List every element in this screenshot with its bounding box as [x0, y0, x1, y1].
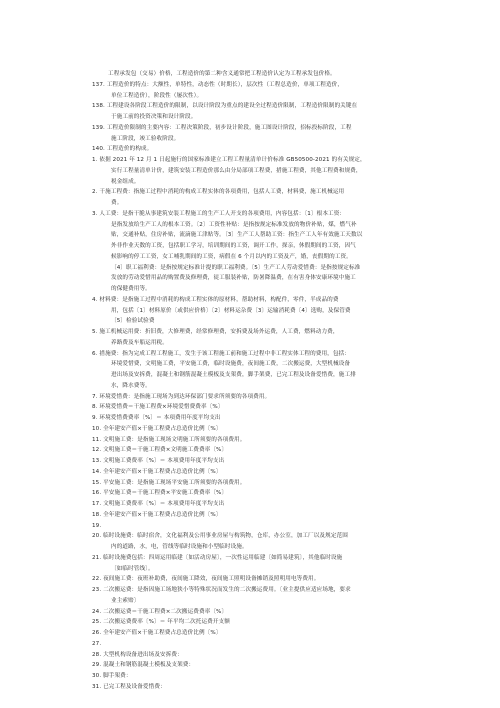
document-line: 单位工程造价），阶段性（屡次性）。 [111, 92, 203, 99]
document-line: 养路费及车船运用税。 [111, 339, 168, 346]
document-line: 17. 文明施工费费率〔%〕＝ 本项费用年度平均支出 [92, 501, 225, 507]
document-line: 10. 全年建安产值×干施工程费占总造价比例〔%〕 [92, 425, 222, 432]
document-line: 26. 全年建安产值×干施工程费占总造价比例〔%〕 [92, 630, 222, 636]
document-line: 140. 工程造价的构成。 [92, 146, 153, 153]
document-line: 13. 文明施工费费率〔%〕＝ 本项费用年度平均支出 [92, 458, 225, 464]
document-line: 业主索赔〕 [111, 597, 140, 604]
document-line: 贴，交通补贴，住房补贴，流滴施工津贴等。〔3〕生产工人帮助工资：指生产工人年有效施工天数以 [111, 232, 363, 239]
document-line: 6. 措施费：指为完成工程工程施工，发生于该工程施工前和施工过程中非工程实体工程的费用，包括： [92, 350, 350, 357]
document-line: 29. 混凝土和钢筋混凝土模板及支架费： [92, 662, 195, 669]
document-line: 是指发放给生产工人的根本工资。〔2〕工资性补贴：是指按规定标准发放的物价补贴，煤，燃气补 [111, 221, 357, 228]
document-line: 21. 临时设施费包括：四周运用临建〔如活动房屋〕，一次性运用临建〔如简易建筑〕，其他临时设施 [92, 554, 343, 561]
document-line: 23. 二次搬运费：是指因施工场地狭小等特殊状况而发生的二次搬运费用。〔业主提供应适应场地，要求 [92, 587, 351, 593]
document-line: 15. 平安施工费：是指施工现场平安施工所须要的各项费用。 [92, 479, 246, 486]
document-line: 5. 施工机械运用费：折旧费，大修理费，经常修理费，安拆费及场外运费，人工费，燃料动力费， [92, 329, 339, 335]
document-line: 〔5〕检验试验费 [111, 318, 155, 325]
document-line: 12. 文明施工费＝干施工程费×文明施工费费率〔%〕 [92, 447, 228, 454]
document-line: 环境爱惜费，文明施工费，平安施工费，临时设施费，夜间施工费，二次搬运费，大型机械设备 [111, 361, 351, 368]
document-line: 〔如临时管线〕。 [111, 565, 154, 572]
document-line: 24. 二次搬运费＝干施工程费×二次搬运费费率〔%〕 [92, 608, 228, 615]
document-line: 发放的劳动爱惜用品的购置费及修理费，徒工服装补贴，防暑降温费，在有害身体安康环境中施工 [111, 275, 356, 282]
document-line: 9. 环境爱惜费费率〔%〕＝ 本项费用年度平均支出 [92, 415, 221, 421]
document-line: 11. 文明施工费：是指施工现场文明施工所须要的各项费用。 [92, 436, 246, 443]
document-line: 22. 夜间施工费：夜班补助费，夜间施工降效，夜间施工照明设备摊销及照明用电等费用。 [92, 576, 320, 583]
document-line: 3. 人工费：是指干脆从事建筑安装工程施工的生产工人开支的各项费用，内容包括：〔1〕根本工资： [92, 210, 346, 217]
document-line: 2. 干施工程费：指施工过程中消耗的构成工程实体的各项费用，包括人工费，材料费，施工机械运用 [92, 189, 345, 196]
document-line: 费。 [111, 200, 123, 206]
document-line: 外非作业天数的工资，包括职工学习，培训期间的工资，调开工作，探亲，休假期间的工资，因气 [111, 243, 356, 249]
document-line: 139. 工程造价限制的主要内容：工程决策阶段，初步设计阶段，施工图设计阶段，招标投标阶段，工程 [92, 124, 352, 131]
document-line: 候影响的停工工资，女工哺乳期间的工资，病假在 6 个月以内的工资及产，婚，丧假期的工资。 [111, 253, 352, 260]
document-line: 〔4〕职工福利费：是指按规定标准计提的职工福利费。〔5〕生产工人劳动爱惜费：是指按规定标准 [111, 264, 361, 271]
document-line: 内的道路，水，电，管线等临时设施和小型临时设施。 [111, 544, 248, 550]
document-line: 4. 材料费：是指施工过程中消耗的构成工程实体的原材料，帮助材料，构配件，零件，半成品的费 [92, 296, 339, 303]
document-line: 用，包括〔1〕材料原价〔或供应价格〕〔2〕材料运杂费〔3〕运输消耗费〔4〕选购，及保管费 [111, 307, 351, 314]
document-line: 27. [92, 640, 102, 647]
document-line: 进出场及安拆费，混凝土和钢筋混凝土模板及支架费，脚手架费，已完工程及设备爱惜费，施工排 [111, 372, 356, 378]
document-line: 16. 平安施工费＝干施工程费×平安施工费费率〔%〕 [92, 490, 228, 497]
document-line: 实行工程量清单计价，建筑安装工程造价那么由分局部项工程费，措施工程费，其他工程费和规费， [111, 167, 362, 174]
document-line: 水，降水费等。 [111, 382, 151, 389]
document-line: 14. 全年建安产值×干施工程费占总造价比例〔%〕 [92, 468, 222, 475]
document-line: 28. 大型机构设备进出场及安拆费： [92, 651, 183, 658]
document-line: 18. 全年建安产值×干施工程费占总造价比例〔%〕 [92, 511, 222, 518]
document-line: 137. 工程造价的特点：大额性，单特性，动态性（时期长），层次性（工程总造价，单项工程造价， [92, 81, 344, 88]
document-line: 于施工前的投资决策和设计阶段。 [111, 114, 197, 120]
document-line: 税金组成。 [111, 178, 140, 185]
document-line: 7. 环境爱惜费：是指施工现场为到达环保部门要求所须要的各项费用。 [92, 393, 271, 400]
document-line: 20. 临时设施费：临时宿舍，文化福利及公用事业房屋与构筑物，仓库，办公室，加工厂以及规定范围 [92, 533, 348, 540]
document-line: 138. 工程建设各阶段工程造价的限制，以设计阶段为重点的建设全过程造价限制，工程造价限制的关键在 [92, 103, 358, 110]
document-line: 1. 依据 2021 年 12 月 1 日起施行的国家标准建立工程工程量清单计价标准 GB50500-2021 的有关规定， [92, 157, 366, 163]
document-line: 施工阶段，竣工验收阶段。 [111, 135, 180, 142]
document-line: 25. 二次搬运费费率〔%〕＝ 年平均二次托运费开支额 [92, 619, 230, 626]
document-line: 8. 环境爱惜费＝干施工程费×环境爱惜费费率〔%〕 [92, 404, 224, 411]
document-line: 31. 已完工程及设备爱惜费： [92, 683, 166, 690]
document-line: 的保健费用等。 [111, 286, 151, 292]
document-line: 工程承发包（交易）价格，工程造价的第二种含义通常把工程造价认定为工程承发包价格。 [108, 71, 336, 77]
document-line: 19. [92, 522, 102, 529]
document-line: 30. 脚手架费： [92, 673, 132, 679]
